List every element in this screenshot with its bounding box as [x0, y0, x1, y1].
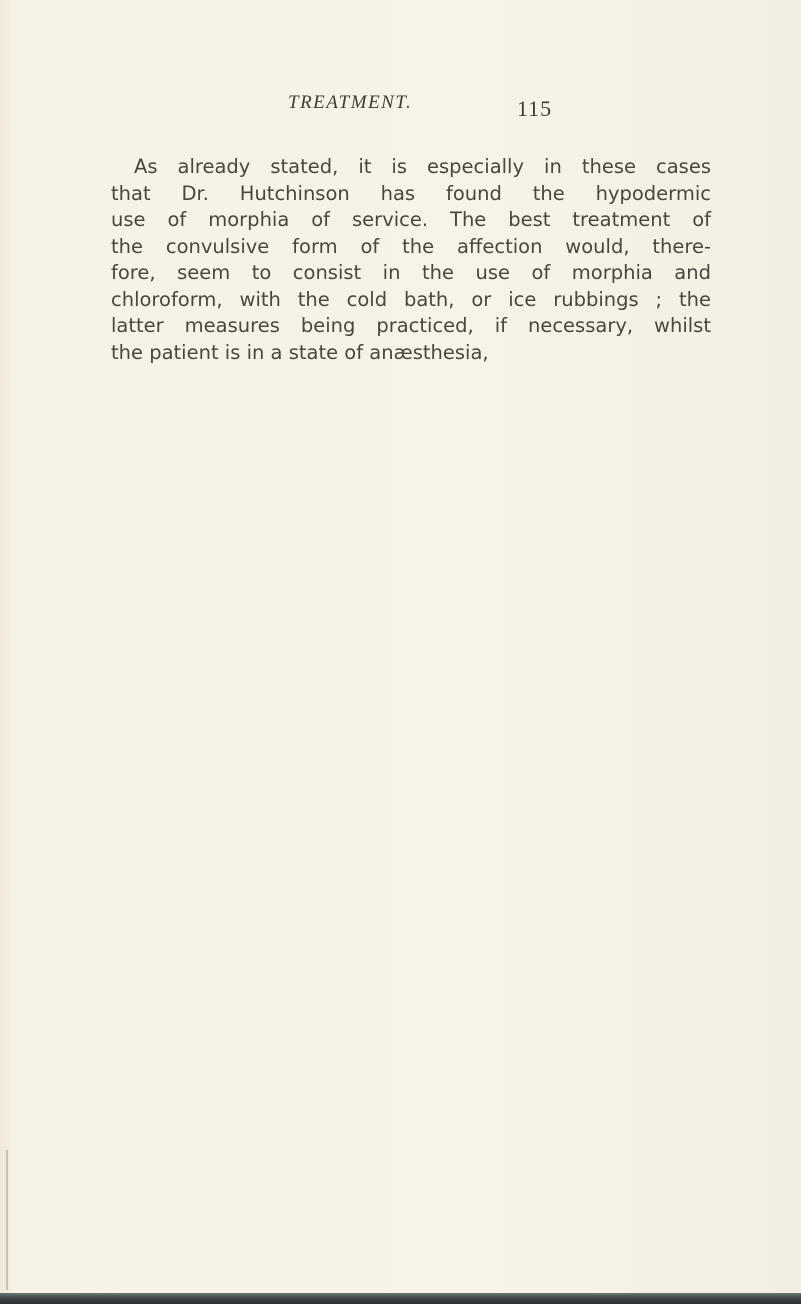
- text-line: As already stated, it is especially in these cases: [134, 155, 711, 178]
- body-paragraph: [111, 154, 711, 366]
- text-line: chloroform, with the cold bath, or ice rubbings ; the: [111, 287, 711, 311]
- page-edge-shadow: [6, 1150, 8, 1290]
- scan-bottom-edge: [0, 1293, 801, 1304]
- text-line: the convulsive form of the affection would, there-: [111, 234, 711, 258]
- page-number: 115: [517, 96, 553, 121]
- text-line: latter measures being practiced, if necessary, whilst: [111, 314, 711, 337]
- text-line: that Dr. Hutchinson has found the hypodermic: [111, 181, 711, 205]
- running-title: TREATMENT.: [288, 92, 413, 113]
- running-head: [0, 92, 801, 132]
- text-line: the patient is in a state of anæsthesia,: [111, 340, 489, 364]
- text-line: fore, seem to consist in the use of morphia and: [111, 261, 711, 284]
- text-line: use of morphia of service. The best treatment of: [111, 208, 711, 231]
